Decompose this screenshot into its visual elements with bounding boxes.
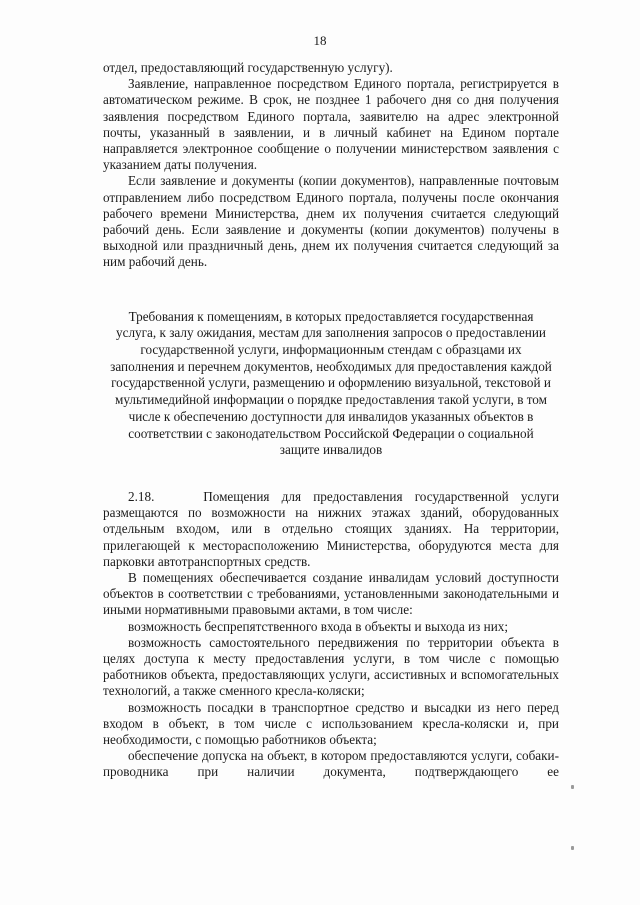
scan-speck — [571, 785, 574, 789]
paragraph-premises-text: Помещения для предоставления государственной услуги размещаются по возможности на нижних этажах зданий, оборудованных отдельным входом, или в отдельно стоящих зданиях. На территории, прилегающей к месторасположению Министерства, оборудуются места для парковки автотранспортных средств. — [103, 488, 559, 569]
document-body — [103, 60, 559, 781]
paragraph-continuation: отдел, предоставляющий государственную услугу). — [103, 60, 393, 75]
list-item: возможность беспрепятственного входа в объекты и выхода из них; — [128, 618, 509, 634]
paragraph-portal-registration: Заявление, направленное посредством Единого портала, регистрируется в автоматическом режиме. В срок, не позднее 1 рабочего дня со дня получения заявления посредством Единого портала, заявителю на адрес электронной почты, указанный в заявлении, и в личный кабинет на Едином портале направляется электронное сообщение о получении министерством заявления с указанием даты получения. — [103, 76, 559, 173]
list-item: возможность самостоятельного передвижения по территории объекта в целях доступа к месту предоставления услуги, в том числе с помощью работников объекта, предоставляющих услуги, ассистивных и вспомогательных технологий, а также сменного кресла-коляски; — [103, 634, 559, 699]
paragraph-receipt-date: Если заявление и документы (копии документов), направленные почтовым отправлением либо посредством Единого портала, получены после окончания рабочего времени Министерства, днем их получения считается следующий рабочий день. Если заявление и документы (копии документов) получены в выходной или праздничный день, днем их получения считается следующий за ним рабочий день. — [103, 173, 559, 270]
scan-speck — [571, 846, 574, 850]
paragraph-2-18 — [103, 489, 559, 570]
page-number: 18 — [313, 33, 327, 48]
list-item: обеспечение допуска на объект, в котором предоставляются услуги, собаки-проводника при наличии документа, подтверждающего ее — [103, 748, 559, 780]
section-heading: Требования к помещениям, в которых предоставляется государственная услуга, к залу ожидания, местам для заполнения запросов о предоставлении государственной услуги, информационным стендам с образцами их заполнения и перечнем документов, необходимых для предоставления каждой государственной услуги, размещению и оформлению визуальной, текстовой и мультимедийной информации о порядке предоставления такой услуги, в том числе к обеспечению доступности для инвалидов указанных объектов в соответствии с законодательством Российской Федерации о социальной защите инвалидов — [110, 308, 552, 458]
list-item: возможность посадки в транспортное средство и высадки из него перед входом в объект, в том числе с использованием кресла-коляски и, при необходимости, с помощью работников объекта; — [103, 699, 559, 748]
paragraph-accessibility-conditions: В помещениях обеспечивается создание инвалидам условий доступности объектов в соответствии с требованиями, установленными законодательными и иными нормативными правовыми актами, в том числе: — [103, 569, 559, 618]
section-number: 2.18. — [128, 488, 155, 504]
